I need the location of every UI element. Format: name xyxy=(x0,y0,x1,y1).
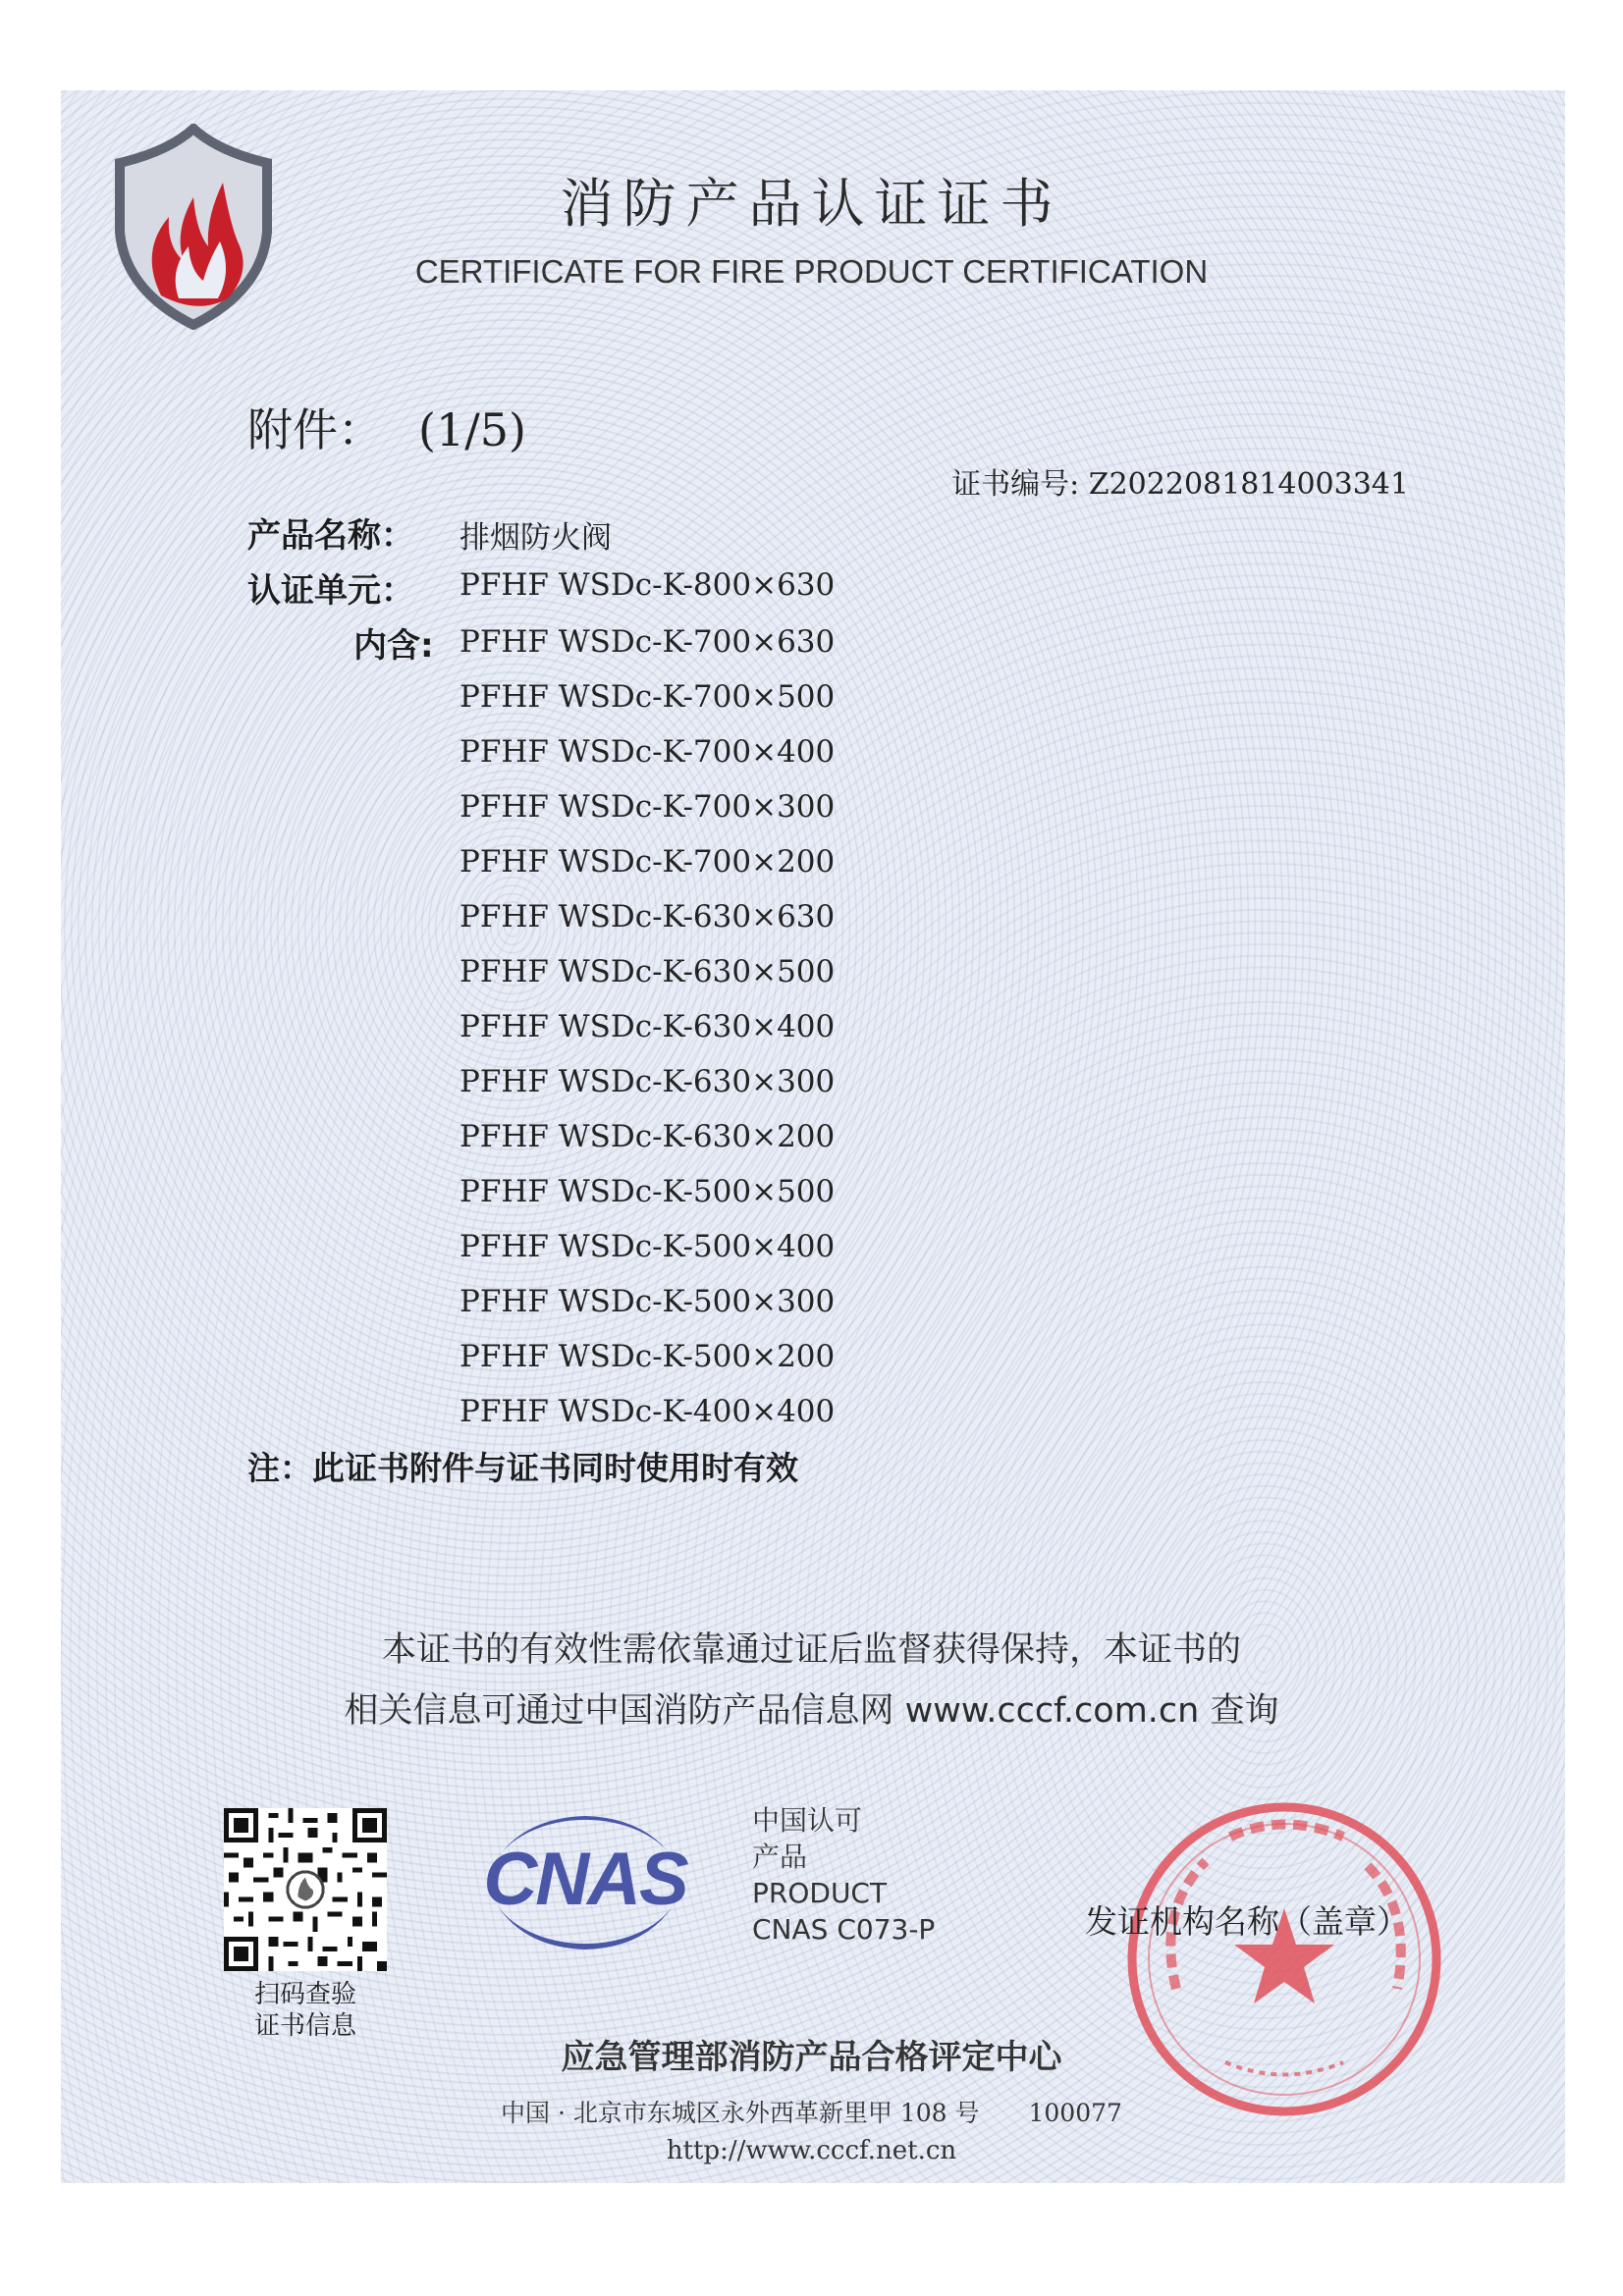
model-item: PFHF WSDc-K-700×630 xyxy=(460,624,836,660)
model-item: PFHF WSDc-K-400×400 xyxy=(460,1394,836,1429)
cnas-accreditation-text xyxy=(752,1802,935,1948)
cert-unit-value: PFHF WSDc-K-800×630 xyxy=(460,567,836,603)
qr-caption-line-2: 证书信息 xyxy=(253,2011,356,2041)
model-item: PFHF WSDc-K-630×630 xyxy=(460,899,836,934)
certificate-title-en: CERTIFICATE FOR FIRE PRODUCT CERTIFICATION xyxy=(414,253,1209,290)
model-item: PFHF WSDc-K-630×500 xyxy=(460,954,836,989)
validity-note: 注：此证书附件与证书同时使用时有效 xyxy=(247,1449,798,1487)
model-item: PFHF WSDc-K-500×500 xyxy=(460,1174,836,1209)
certificate-number-value: Z2022081814003341 xyxy=(1088,467,1409,502)
model-item: PFHF WSDc-K-700×400 xyxy=(460,734,836,770)
model-item: PFHF WSDc-K-630×200 xyxy=(460,1119,836,1154)
cnas-logo-text: CNAS xyxy=(483,1838,687,1921)
qr-caption-line-1: 扫码查验 xyxy=(253,1980,356,2009)
model-item: PFHF WSDc-K-630×300 xyxy=(460,1064,836,1099)
annex-label: 附件： xyxy=(247,403,383,456)
qr-code-icon[interactable] xyxy=(224,1808,387,1971)
issuing-center-address: 中国 · 北京市东城区永外西革新里甲 108 号 100077 xyxy=(501,2099,1122,2127)
model-item: PFHF WSDc-K-700×200 xyxy=(460,844,836,880)
statement-line-2: 相关信息可通过中国消防产品信息网 www.cccf.com.cn 查询 xyxy=(344,1691,1279,1731)
cnas-line-2: 产品 xyxy=(752,1841,808,1873)
issuing-center-url[interactable]: http://www.cccf.net.cn xyxy=(666,2136,957,2165)
cnas-line-3: PRODUCT xyxy=(752,1877,888,1909)
issuing-center-name: 应急管理部消防产品合格评定中心 xyxy=(561,2038,1062,2077)
cnas-line-1: 中国认可 xyxy=(752,1804,863,1837)
model-item: PFHF WSDc-K-700×300 xyxy=(460,789,836,825)
product-name-value: 排烟防火阀 xyxy=(460,520,612,556)
annex-indicator xyxy=(247,395,526,459)
certificate-title-cn: 消防产品认证证书 xyxy=(560,173,1063,235)
certificate-number-label: 证书编号: xyxy=(951,467,1080,502)
model-item: PFHF WSDc-K-500×200 xyxy=(460,1339,836,1374)
annex-page: (1/5) xyxy=(418,403,526,456)
product-name-label: 产品名称： xyxy=(247,516,414,556)
model-item: PFHF WSDc-K-500×300 xyxy=(460,1284,836,1319)
model-item: PFHF WSDc-K-700×500 xyxy=(460,679,836,715)
statement-line-1: 本证书的有效性需依靠通过证后监督获得保持，本证书的 xyxy=(381,1630,1241,1670)
cert-unit-label: 认证单元： xyxy=(247,571,414,611)
issuer-label: 发证机构名称（盖章） xyxy=(1085,1902,1409,1941)
includes-label: 内含: xyxy=(353,626,434,666)
model-item: PFHF WSDc-K-500×400 xyxy=(460,1229,836,1264)
cnas-logo-icon xyxy=(454,1789,717,1975)
cnas-line-4: CNAS C073-P xyxy=(752,1913,936,1946)
model-item: PFHF WSDc-K-630×400 xyxy=(460,1009,836,1044)
certificate-number xyxy=(951,459,1409,503)
model-list xyxy=(460,622,835,1447)
